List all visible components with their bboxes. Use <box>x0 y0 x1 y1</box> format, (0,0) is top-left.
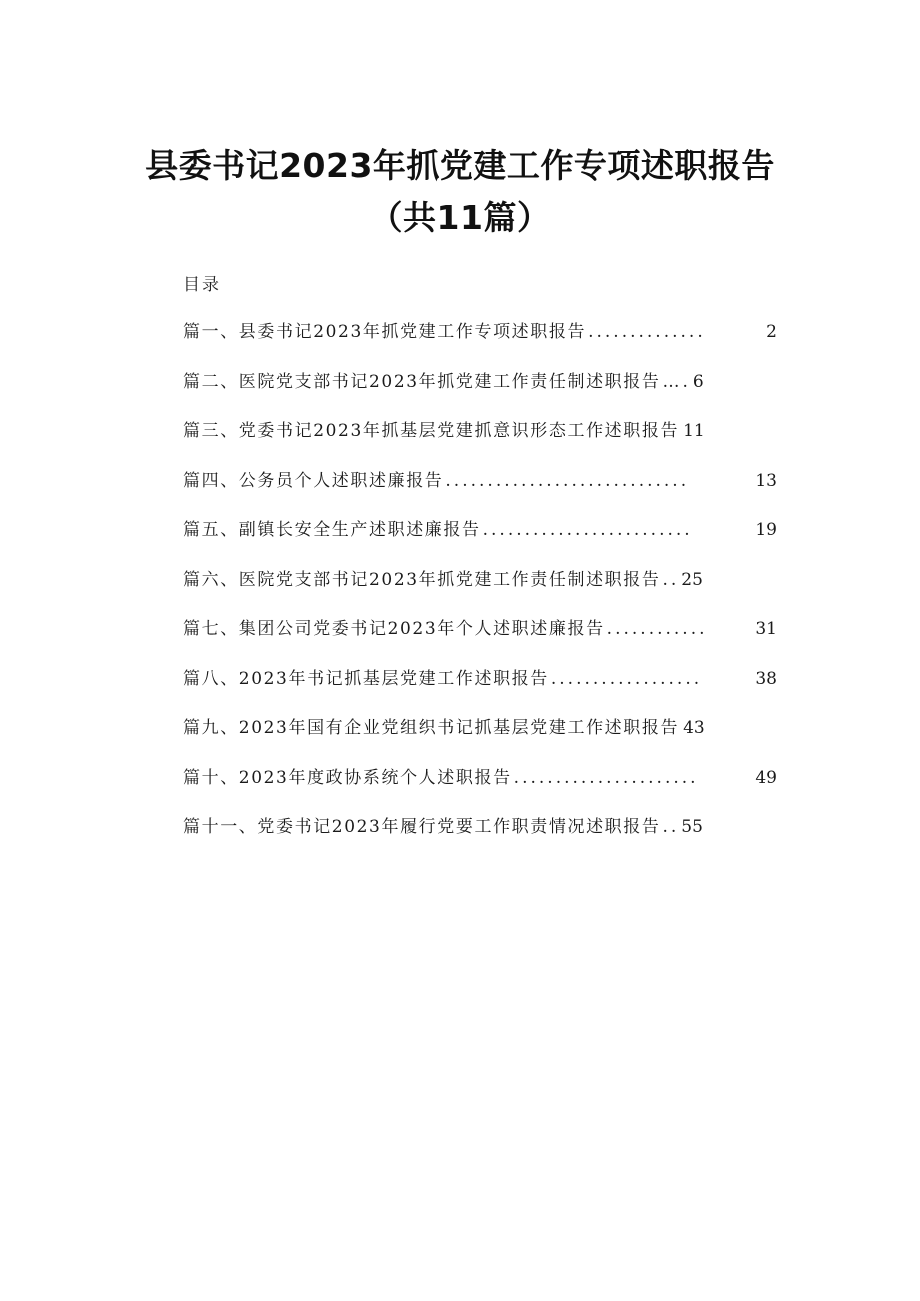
toc-item-page: 19 <box>755 520 777 540</box>
toc-item-label: 篇三、党委书记2023年抓基层党建抓意识形态工作述职报告 <box>183 421 680 441</box>
toc-item-label: 篇九、2023年国有企业党组织书记抓基层党建工作述职报告 <box>183 718 680 738</box>
toc-item[interactable] <box>183 763 777 813</box>
table-of-contents <box>183 317 777 862</box>
toc-item[interactable] <box>183 466 777 516</box>
toc-item-page: 43 <box>683 718 705 738</box>
toc-item-label: 篇五、副镇长安全生产述职述廉报告 <box>183 520 481 540</box>
toc-item-leader: ............................. <box>445 470 690 491</box>
toc-item[interactable] <box>183 317 777 367</box>
toc-item-page: 11 <box>683 421 705 441</box>
toc-item-page: 13 <box>755 470 777 491</box>
toc-item-label: 篇四、公务员个人述职述廉报告 <box>183 470 444 491</box>
toc-item-page: 31 <box>755 619 777 639</box>
toc-item[interactable] <box>183 416 777 466</box>
toc-item[interactable] <box>183 515 777 565</box>
toc-item-label: 篇七、集团公司党委书记2023年个人述职述廉报告 <box>183 619 605 639</box>
document-title: 县委书记2023年抓党建工作专项述职报告 <box>145 146 775 185</box>
toc-item-page: 2 <box>766 322 777 342</box>
toc-item-leader: ......................... <box>482 520 693 540</box>
toc-item-leader: ............ <box>606 619 708 639</box>
toc-item-leader: .. <box>662 569 680 590</box>
toc-item[interactable] <box>183 713 777 763</box>
toc-item-label: 篇二、医院党支部书记2023年抓党建工作责任制述职报告 <box>183 371 661 392</box>
toc-item-page: 25 <box>681 569 703 590</box>
toc-item-leader: ...................... <box>513 767 699 788</box>
toc-item-page: 38 <box>755 668 777 689</box>
toc-item[interactable] <box>183 367 777 417</box>
toc-item-label: 篇十一、党委书记2023年履行党要工作职责情况述职报告 <box>183 817 661 837</box>
toc-heading: 目录 <box>183 275 221 295</box>
toc-item[interactable] <box>183 812 777 862</box>
toc-item-page: 55 <box>681 817 703 837</box>
toc-item-leader: .................. <box>550 668 703 689</box>
toc-item[interactable] <box>183 664 777 714</box>
document-subtitle: （共11篇） <box>369 198 551 237</box>
toc-item[interactable] <box>183 614 777 664</box>
toc-item-page: 6 <box>692 371 704 392</box>
toc-item-leader: …. <box>662 371 691 392</box>
toc-item-label: 篇六、医院党支部书记2023年抓党建工作责任制述职报告 <box>183 569 661 590</box>
toc-item-label: 篇十、2023年度政协系统个人述职报告 <box>183 767 512 788</box>
toc-item-page: 49 <box>755 767 777 788</box>
toc-item[interactable] <box>183 565 777 615</box>
toc-item-label: 篇一、县委书记2023年抓党建工作专项述职报告 <box>183 322 587 342</box>
toc-item-leader: .............. <box>588 322 706 342</box>
toc-item-leader: .. <box>662 817 680 837</box>
toc-item-label: 篇八、2023年书记抓基层党建工作述职报告 <box>183 668 549 689</box>
